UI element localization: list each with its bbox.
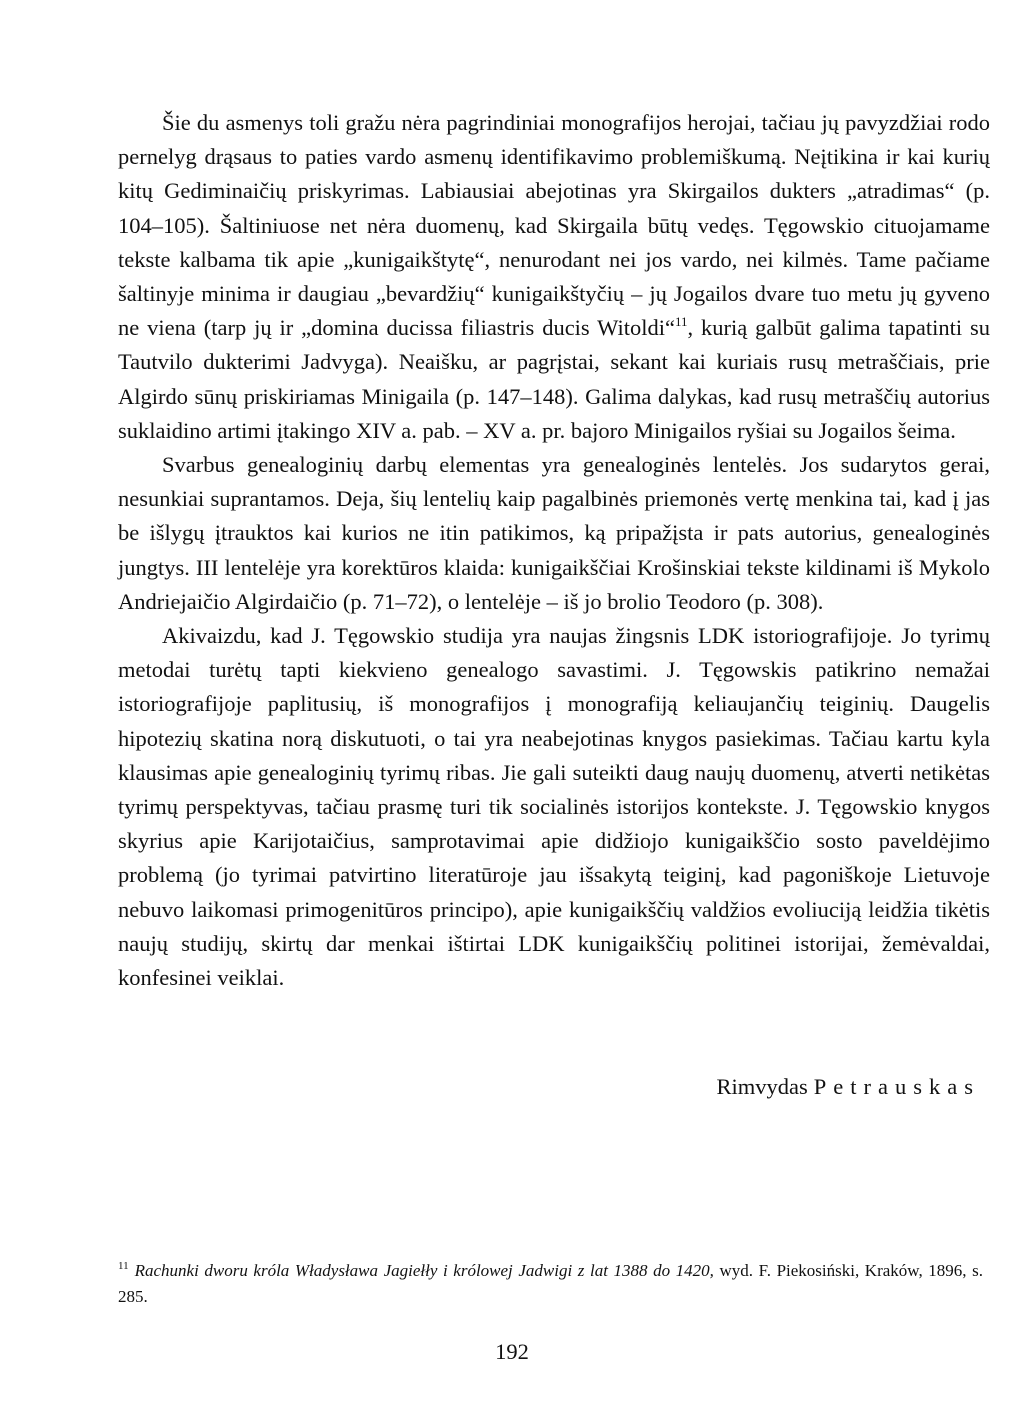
- paragraph-3: Akivaizdu, kad J. Tęgowskio studija yra naujas žingsnis LDK istoriografijoje. Jo tyrimų metodai turėtų tapti kiekvieno genealogo savastimi. J. Tęgowskis patikrino nemažai istoriografijoje paplitusių, iš monografijos į monografiją keliaujančių teiginių. Daugelis hipotezių skatina norą diskutuoti, o tai yra neabejotinas knygos pasiekimas. Tačiau kartu kyla klausimas apie genealoginių tyrimų ribas. Jie gali suteikti daug naujų duomenų, atverti netikėtas tyrimų perspektyvas, tačiau prasmę turi tik socialinės istorijos kontekste. J. Tęgowskio knygos skyrius apie Karijotaičius, samprotavimai apie didžiojo kunigaikščio sosto paveldėjimo problemą (jo tyrimai patvirtino literatūroje jau išsakytą teiginį, kad pagoniškoje Lietuvoje nebuvo laikomasi primogenitūros principo), apie kunigaikščių valdžios evoliuciją leidžia tikėtis naujų studijų, skirtų dar menkai ištirtai LDK kunigaikščių politinei istorijai, žemėvaldai, konfesinei veiklai.: [118, 623, 990, 991]
- footnote-source-details: wyd. F. Piekosiński, Kraków, 1896, s. 285.: [118, 1261, 984, 1306]
- paragraph-1-text-a: Šie du asmenys toli gražu nėra pagrindiniai monografijos herojai, tačiau jų pavyzdžiai rodo pernelyg drąsaus to paties vardo asmenų identifikavimo problemiškumą. Neįtikina ir kai kurių kitų Gediminaičių priskyrimas. Labiausiai abejotinas yra Skirgailos dukters „atradimas“ (p. 104–105). Šaltiniuose net nėra duomenų, kad Skirgaila būtų vedęs. Tęgowskio cituojamame tekste kalbama tik apie „kunigaikštytę“, nenurodant nei jos vardo, nei kilmės. Tame pačiame šaltinyje minima ir daugiau „bevardžių“ kunigaikštyčių – jų Jogailos dvare tuo metu jų gyveno ne viena (tarp jų ir „domina ducissa filiastris ducis Witoldi“: [118, 110, 990, 341]
- author-first-name: Rimvydas: [716, 1074, 808, 1099]
- page-number: 192: [495, 1339, 529, 1364]
- footnote-source-title: Rachunki dworu króla Władysława Jagiełły i królowej Jadwigi z lat 1388 do 1420,: [134, 1261, 714, 1280]
- paragraph-1-text-b: , kurią galbūt galima tapatinti su Tautvilo dukterimi Jadvyga). Neaišku, ar pagrįstai, sekant kai kuriais rusų metraščiais, prie Algirdo sūnų priskiriamas Minigaila (p. 147–148). Galima dalykas, kad rusų metraščių autorius suklaidino artimi įtakingo XIV a. pab. – XV a. pr. bajoro Minigailos ryšiai su Jogailos šeima.: [118, 315, 991, 443]
- paragraph-2: Svarbus genealoginių darbų elementas yra genealoginės lentelės. Jos sudarytos gerai, nesunkiai suprantamos. Deja, šių lentelių kaip pagalbinės priemonės vertę menkina tai, kad į jas be išlygų įtrauktos kai kurios ne itin patikimos, ką pripažįsta ir pats autorius, genealoginės jungtys. III lentelėje yra korektūros klaida: kunigaikščiai Krošinskiai tekste kildinami iš Mykolo Andriejaičio Algirdaičio (p. 71–72), o lentelėje – iš jo brolio Teodoro (p. 308).: [118, 452, 990, 614]
- footnote: [118, 1253, 983, 1310]
- author-signature: [717, 1070, 981, 1104]
- footnote-reference: 11: [675, 314, 688, 330]
- footnote-mark: 11: [118, 1260, 129, 1272]
- paragraph-1: [118, 106, 990, 448]
- author-surname: Petrauskas: [813, 1074, 980, 1099]
- body-text: [118, 106, 990, 995]
